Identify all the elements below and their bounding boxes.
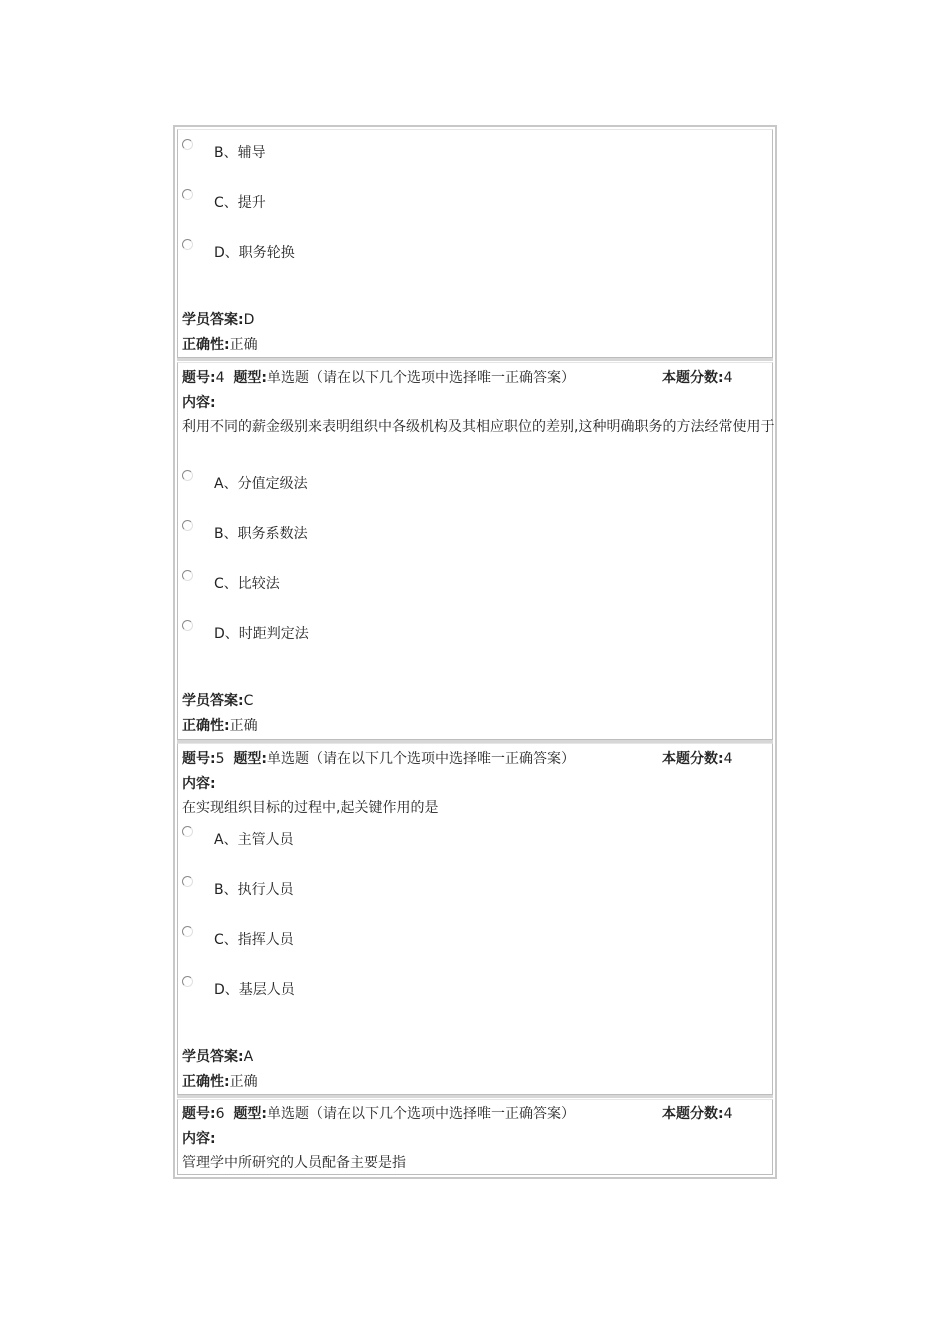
score-value: 4 (723, 370, 733, 386)
question-score (662, 1106, 733, 1122)
correctness-value: 正确 (229, 1074, 258, 1090)
question-type-label: 题型: (233, 370, 268, 386)
score-label: 本题分数: (662, 751, 724, 767)
correctness (182, 337, 258, 353)
student-answer (182, 1049, 253, 1065)
radio-button[interactable] (182, 520, 193, 531)
question-number-label: 题号: (182, 370, 216, 386)
option-label: C、比较法 (214, 576, 280, 592)
radio-button[interactable] (182, 620, 193, 631)
exam-sheet (173, 125, 777, 1179)
question-content: 管理学中所研究的人员配备主要是指 (182, 1155, 406, 1171)
option-label: A、主管人员 (214, 832, 294, 848)
student-answer (182, 312, 254, 328)
question-number: 6 (215, 1106, 225, 1122)
radio-button[interactable] (182, 876, 193, 887)
student-answer-label: 学员答案: (182, 1049, 244, 1065)
question-number-label: 题号: (182, 751, 216, 767)
score-value: 4 (723, 751, 733, 767)
option-label: D、职务轮换 (214, 245, 295, 261)
radio-button[interactable] (182, 239, 193, 250)
radio-button[interactable] (182, 976, 193, 987)
correctness (182, 1074, 258, 1090)
student-answer-value: C (243, 693, 254, 709)
correctness-label: 正确性: (182, 718, 230, 734)
question-score (662, 751, 733, 767)
content-label: 内容: (182, 1131, 216, 1147)
option-label: A、分值定级法 (214, 476, 308, 492)
content-label: 内容: (182, 776, 216, 792)
question-number: 5 (215, 751, 225, 767)
question-type: 单选题（请在以下几个选项中选择唯一正确答案） (267, 751, 576, 767)
correctness-value: 正确 (229, 337, 258, 353)
question-content: 在实现组织目标的过程中,起关键作用的是 (182, 800, 439, 816)
score-label: 本题分数: (662, 1106, 724, 1122)
question-score (662, 370, 733, 386)
option-label: B、执行人员 (214, 882, 294, 898)
question-type: 单选题（请在以下几个选项中选择唯一正确答案） (267, 370, 576, 386)
student-answer-value: D (243, 312, 255, 328)
radio-button[interactable] (182, 470, 193, 481)
score-label: 本题分数: (662, 370, 724, 386)
question-type-label: 题型: (233, 1106, 268, 1122)
option-label: D、时距判定法 (214, 626, 309, 642)
divider (177, 1095, 773, 1098)
content-label: 内容: (182, 395, 216, 411)
correctness-label: 正确性: (182, 1074, 230, 1090)
score-value: 4 (723, 1106, 733, 1122)
student-answer-label: 学员答案: (182, 693, 244, 709)
question-header (182, 370, 772, 386)
question-3-block (177, 129, 773, 358)
radio-button[interactable] (182, 570, 193, 581)
question-number: 4 (215, 370, 225, 386)
question-type: 单选题（请在以下几个选项中选择唯一正确答案） (267, 1106, 576, 1122)
radio-button[interactable] (182, 826, 193, 837)
student-answer (182, 693, 253, 709)
question-header (182, 751, 772, 767)
correctness (182, 718, 258, 734)
question-content: 利用不同的薪金级别来表明组织中各级机构及其相应职位的差别,这种明确职务的方法经常使用于 (182, 419, 775, 435)
radio-button[interactable] (182, 139, 193, 150)
radio-button[interactable] (182, 926, 193, 937)
option-label: D、基层人员 (214, 982, 295, 998)
option-label: C、指挥人员 (214, 932, 294, 948)
option-label: C、提升 (214, 195, 266, 211)
question-4-block (177, 362, 773, 740)
question-6-block (177, 1099, 773, 1175)
option-label: B、职务系数法 (214, 526, 308, 542)
correctness-label: 正确性: (182, 337, 230, 353)
question-number-label: 题号: (182, 1106, 216, 1122)
student-answer-label: 学员答案: (182, 312, 244, 328)
question-5-block (177, 743, 773, 1095)
question-type-label: 题型: (233, 751, 268, 767)
correctness-value: 正确 (229, 718, 258, 734)
radio-button[interactable] (182, 189, 193, 200)
question-header (182, 1106, 772, 1122)
option-label: B、辅导 (214, 145, 266, 161)
student-answer-value: A (243, 1049, 254, 1065)
divider (177, 358, 773, 361)
